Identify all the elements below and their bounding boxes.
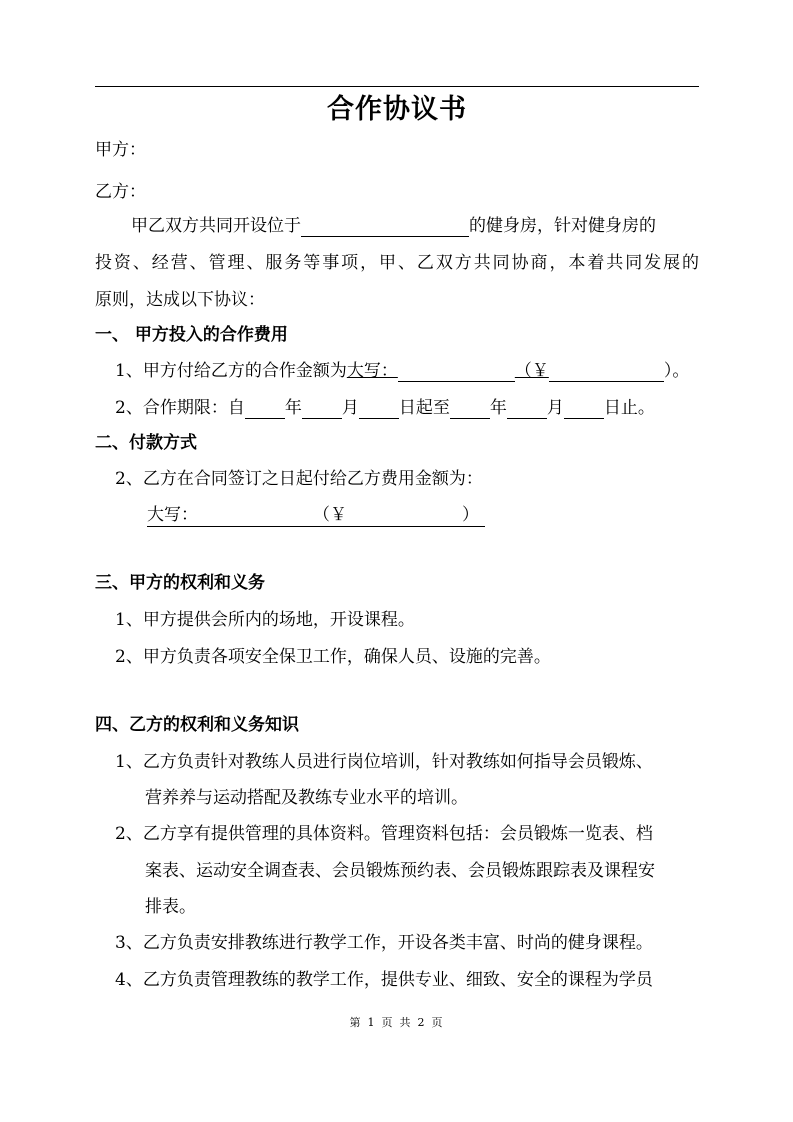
section-1-item-2 (115, 397, 655, 419)
end-day-label: 日止。 (603, 398, 655, 418)
section-4-line-6: 3、乙方负责安排教练进行教学工作，开设各类丰富、时尚的健身课程。 (115, 933, 653, 953)
intro-line-2: 投资、经营、管理、服务等事项，甲、乙双方共同协商，本着共同发展的 (95, 253, 699, 273)
footer-ye-2: 页 (431, 1016, 444, 1029)
payment-daxie-label: 大写： (147, 505, 198, 525)
end-month-label: 月 (546, 398, 564, 418)
intro-prefix: 甲乙双方共同开设位于 (131, 216, 301, 236)
amount-daxie-label: 大写： (346, 361, 398, 381)
end-year-blank[interactable] (450, 400, 490, 419)
amount-yen-blank[interactable] (549, 363, 664, 382)
section-4-line-5: 排表。 (145, 897, 196, 917)
start-year-label: 年 (284, 398, 302, 418)
section-4-line-2: 营养养与运动搭配及教练专业水平的培训。 (145, 788, 468, 808)
section-2-heading: 二、付款方式 (95, 433, 197, 453)
section-4-heading: 四、乙方的权利和义务知识 (95, 715, 299, 735)
end-day-blank[interactable] (564, 400, 604, 419)
header-rule (95, 86, 699, 87)
start-month-blank[interactable] (302, 400, 342, 419)
amount-close: ） (663, 361, 673, 381)
intro-suffix: 的健身房，针对健身房的 (469, 216, 656, 236)
end-month-blank[interactable] (507, 400, 547, 419)
section-4-line-1: 1、乙方负责针对教练人员进行岗位培训，针对教练如何指导会员锻炼、 (115, 752, 653, 772)
section-2-item: 2、乙方在合同签订之日起付给乙方费用金额为： (115, 469, 483, 489)
amount-label: 1、甲方付给乙方的合作金额为 (115, 361, 347, 381)
section-3-item-1: 1、甲方提供会所内的场地，开设课程。 (115, 610, 415, 630)
footer-total-pages: 2 (417, 1016, 426, 1029)
start-month-label: 月 (341, 398, 359, 418)
intro-line-3: 原则，达成以下协议： (95, 290, 265, 310)
page-title: 合作协议书 (327, 94, 467, 125)
section-4-line-3: 2、乙方享有提供管理的具体资料。管理资料包括：会员锻炼一览表、档 (115, 824, 653, 844)
end-year-label: 年 (489, 398, 507, 418)
term-label: 2、合作期限：自 (115, 398, 245, 418)
payment-close: ） (462, 505, 479, 525)
section-4-line-7: 4、乙方负责管理教练的教学工作，提供专业、细致、安全的课程为学员 (115, 970, 653, 990)
amount-end: 。 (672, 361, 690, 381)
section-4-line-4: 案表、运动安全调查表、会员锻炼预约表、会员锻炼跟踪表及课程安 (145, 861, 655, 881)
intro-line-1 (131, 215, 656, 237)
start-day-blank[interactable] (359, 400, 399, 419)
start-day-label: 日起至 (398, 398, 450, 418)
section-3-item-2: 2、甲方负责各项安全保卫工作，确保人员、设施的完善。 (115, 647, 551, 667)
section-2-amount-line[interactable] (147, 504, 485, 527)
footer-di: 第 (349, 1016, 362, 1029)
footer-page-number: 1 (367, 1016, 376, 1029)
page-footer (0, 1016, 793, 1030)
footer-gong: 共 (399, 1016, 412, 1029)
section-1-item-1 (115, 360, 689, 382)
payment-yen-label: （￥ (313, 505, 347, 525)
section-1-heading: 一、 甲方投入的合作费用 (95, 325, 288, 345)
amount-daxie-blank[interactable] (398, 363, 515, 382)
section-3-heading: 三、甲方的权利和义务 (95, 573, 265, 593)
party-a-label: 甲方： (95, 140, 146, 160)
location-blank[interactable] (301, 218, 469, 237)
party-b-label: 乙方： (95, 182, 146, 202)
start-year-blank[interactable] (245, 400, 285, 419)
amount-yen-label: （￥ (514, 361, 549, 381)
footer-ye: 页 (381, 1016, 394, 1029)
